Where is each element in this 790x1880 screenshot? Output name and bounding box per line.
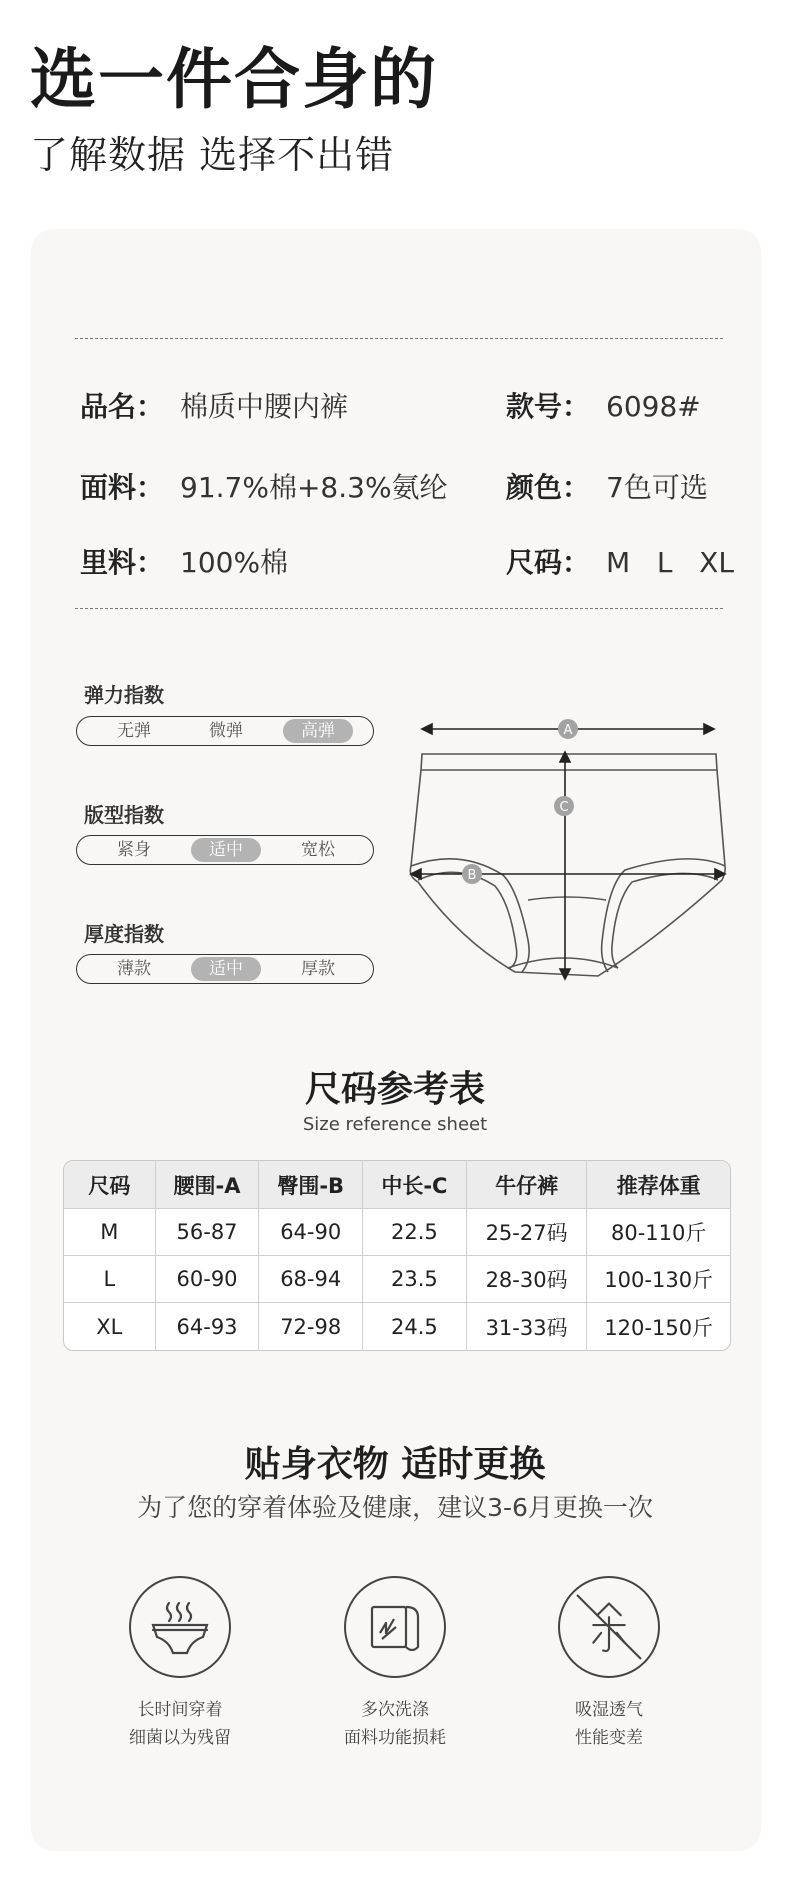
care-line-2: 细菌以为残留 [129,1728,231,1748]
size-reference-table [63,1160,731,1351]
table-cell: M [64,1209,156,1256]
thickness-scale [76,954,374,984]
option-thin: 薄款 [117,959,151,979]
care-line-1: 吸湿透气 [575,1700,643,1720]
underwear-measurement-diagram [400,710,740,990]
option-medium-selected: 适中 [191,957,261,981]
fabric-roll-icon [362,1597,428,1657]
page-title: 选一件合身的 [30,41,438,118]
care-item-washing [310,1576,480,1752]
care-line-2: 面料功能损耗 [344,1728,446,1748]
fit-index-title: 版型指数 [84,803,164,827]
divider-bottom [75,608,723,609]
option-loose: 宽松 [301,840,335,860]
style-no-value: 6098# [606,390,701,423]
marker-a: A [563,723,573,738]
option-high-stretch-selected: 高弹 [283,719,353,743]
table-cell: 31-33码 [467,1303,588,1350]
elasticity-scale [76,716,374,746]
header-weight: 推荐体重 [587,1161,730,1209]
table-cell: 68-94 [259,1256,363,1303]
table-row [64,1303,730,1350]
table-cell: XL [64,1303,156,1350]
header-jeans: 牛仔裤 [467,1161,588,1209]
page-subtitle: 了解数据 选择不出错 [30,133,395,177]
no-ventilation-icon [560,1577,658,1677]
table-cell: 28-30码 [467,1256,588,1303]
option-slight-stretch: 微弹 [209,721,243,741]
table-cell: 120-150斤 [604,1315,714,1340]
header-size: 尺码 [64,1161,156,1209]
care-item-breathability [524,1576,694,1752]
fit-scale [76,835,374,865]
table-cell: 100-130斤 [587,1256,730,1303]
header-hip: 臀围-B [259,1161,363,1209]
divider-top [75,338,723,339]
lining-value: 100%棉 [180,546,289,579]
care-line-1: 多次洗涤 [361,1700,429,1720]
header-waist: 腰围-A [156,1161,260,1209]
table-cell: 25-27码 [467,1209,588,1256]
table-header-row [64,1161,730,1209]
header-length: 中长-C [363,1161,467,1209]
option-regular-selected: 适中 [191,838,261,862]
marker-c: C [559,800,569,815]
care-subtitle: 为了您的穿着体验及健康，建议3-6月更换一次 [137,1493,653,1522]
care-line-2: 性能变差 [575,1728,643,1748]
care-line-1: 长时间穿着 [137,1700,223,1720]
table-cell: 72-98 [259,1303,363,1350]
table-row [64,1256,730,1303]
underwear-heat-icon [145,1597,215,1657]
color-value: 7色可选 [606,471,708,504]
option-thick: 厚款 [301,959,335,979]
elasticity-index-title: 弹力指数 [84,683,164,707]
table-cell: 56-87 [156,1209,260,1256]
option-no-stretch: 无弹 [117,721,151,741]
option-tight: 紧身 [117,840,151,860]
marker-b: B [467,868,477,883]
size-value: M L XL [606,546,734,579]
color-label: 颜色： [506,471,591,504]
table-cell: 60-90 [156,1256,260,1303]
thickness-index-title: 厚度指数 [84,922,164,946]
fabric-value: 91.7%棉+8.3%氨纶 [180,471,448,504]
care-item-long-wear [95,1576,265,1752]
table-cell: L [64,1256,156,1303]
name-value: 棉质中腰内裤 [180,390,349,423]
fabric-label: 面料： [80,471,165,504]
style-no-label: 款号： [506,390,591,423]
lining-label: 里料： [80,546,165,579]
size-table-title: 尺码参考表 [304,1069,485,1110]
table-cell: 64-90 [259,1209,363,1256]
table-cell: 80-110斤 [587,1209,730,1256]
name-label: 品名： [80,390,165,423]
table-row [64,1209,730,1256]
size-table-subtitle: Size reference sheet [302,1114,488,1135]
table-cell: 22.5 [363,1209,467,1256]
care-title: 贴身衣物 适时更换 [244,1444,546,1485]
size-label: 尺码： [506,546,591,579]
table-cell: 24.5 [363,1303,467,1350]
table-cell: 23.5 [363,1256,467,1303]
table-cell: 64-93 [156,1303,260,1350]
